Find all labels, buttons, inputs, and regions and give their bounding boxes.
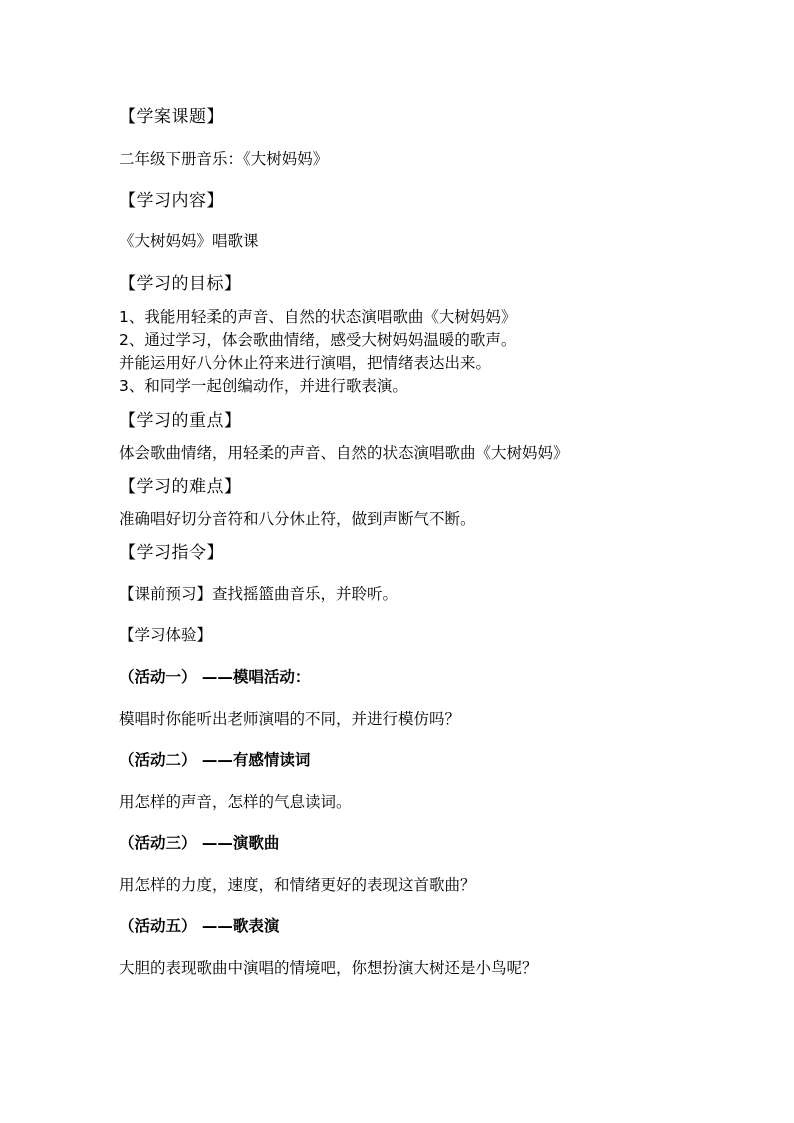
activity-title-1: （活动一） ——模唱活动：	[119, 668, 311, 686]
instruction-heading: 【学习指令】	[119, 543, 224, 563]
experience-heading: 【学习体验】	[119, 626, 213, 644]
difficulty-heading: 【学习的难点】	[119, 477, 242, 497]
activity-title-3: （活动三） ——演歌曲	[119, 834, 280, 852]
goal-item-1: 1、我能用轻柔的声音、自然的状态演唱歌曲《大树妈妈》	[119, 308, 517, 326]
goal-item-2-continued: 并能运用好八分休止符来进行演唱，把情绪表达出来。	[119, 354, 492, 372]
content-text: 《大树妈妈》唱歌课	[119, 232, 259, 250]
difficulty-text: 准确唱好切分音符和八分休止符，做到声断气不断。	[119, 510, 476, 528]
activity-question-3: 用怎样的力度，速度，和情绪更好的表现这首歌曲？	[119, 876, 476, 894]
goals-heading: 【学习的目标】	[119, 274, 242, 294]
topic-text: 二年级下册音乐：《大树妈妈》	[119, 150, 329, 168]
activity-question-2: 用怎样的声音，怎样的气息读词。	[119, 793, 352, 811]
preview-text: 【课前预习】查找摇篮曲音乐，并聆听。	[119, 585, 399, 603]
key-text: 体会歌曲情绪，用轻柔的声音、自然的状态演唱歌曲《大树妈妈》	[119, 444, 569, 462]
activity-question-1: 模唱时你能听出老师演唱的不同，并进行模仿吗？	[119, 710, 461, 728]
activity-title-5: （活动五） ——歌表演	[119, 917, 280, 935]
activity-title-2: （活动二） ——有感情读词	[119, 751, 311, 769]
key-heading: 【学习的重点】	[119, 411, 242, 431]
activity-question-5: 大胆的表现歌曲中演唱的情境吧，你想扮演大树还是小鸟呢？	[119, 959, 538, 977]
content-heading: 【学习内容】	[119, 191, 224, 211]
goal-item-2: 2、通过学习，体会歌曲情绪，感受大树妈妈温暖的歌声。	[119, 331, 517, 349]
goal-item-3: 3、和同学一起创编动作，并进行歌表演。	[119, 377, 408, 395]
topic-heading: 【学案课题】	[119, 107, 224, 127]
